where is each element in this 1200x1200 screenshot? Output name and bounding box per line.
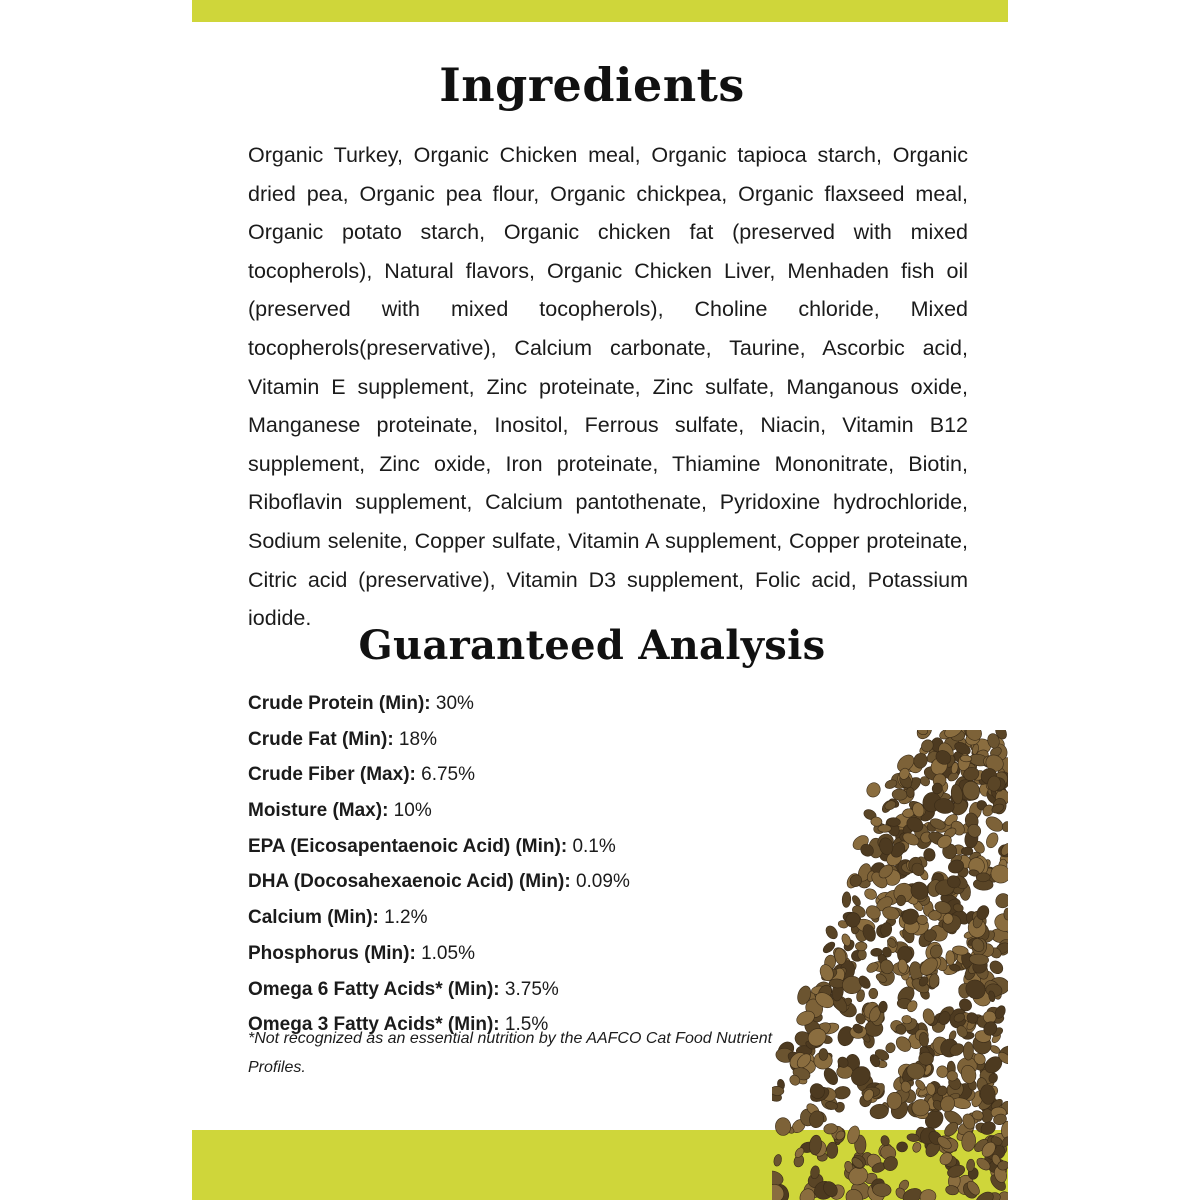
analysis-label: Omega 3 Fatty Acids* (Min): (248, 1014, 500, 1036)
kibble-pile-image (772, 730, 1008, 1200)
kibble-piece (963, 1042, 974, 1060)
analysis-row-dha (248, 864, 630, 900)
kibble-piece (919, 1052, 934, 1065)
kibble-piece (826, 1142, 838, 1159)
analysis-row-crude-fat (248, 722, 630, 758)
kibble-piece (878, 825, 891, 833)
analysis-label: Calcium (Min): (248, 907, 379, 929)
analysis-value: 30% (430, 693, 474, 714)
analysis-row-moisture (248, 793, 630, 829)
kibble-piece (984, 831, 1000, 850)
kibble-piece (887, 817, 901, 826)
analysis-row-calcium (248, 900, 630, 936)
kibble-piece (865, 781, 883, 800)
analysis-row-omega-6 (248, 972, 630, 1008)
guaranteed-analysis-list (248, 686, 630, 1043)
analysis-label: Crude Fat (Min): (248, 728, 394, 750)
analysis-value: 18% (393, 728, 437, 750)
ingredients-heading: Ingredients (439, 58, 745, 112)
kibble-piece (842, 892, 851, 908)
kibble-piece (912, 1141, 923, 1153)
guaranteed-analysis-heading: Guaranteed Analysis (358, 622, 826, 669)
analysis-label: Phosphorus (Min): (248, 942, 416, 964)
analysis-row-crude-protein (248, 686, 630, 722)
kibble-piece (824, 924, 840, 941)
analysis-value: 6.75% (415, 764, 476, 786)
top-accent-band (192, 0, 1008, 22)
analysis-label: Moisture (Max): (248, 800, 389, 822)
analysis-value: 0.09% (570, 871, 630, 893)
kibble-piece (961, 847, 973, 855)
analysis-value: 3.75% (499, 978, 559, 1000)
kibble-piece (896, 895, 905, 906)
analysis-value: 1.05% (415, 942, 475, 964)
kibble-piece (855, 942, 867, 951)
kibble-piece (993, 891, 1008, 911)
analysis-row-phosphorus (248, 936, 630, 972)
kibble-piece (869, 988, 878, 998)
analysis-label: DHA (Docosahexaenoic Acid) (Min): (248, 871, 571, 893)
kibble-piece (851, 894, 862, 907)
kibble-piece (919, 1188, 938, 1200)
kibble-piece (878, 1001, 887, 1013)
kibble-piece (983, 814, 1005, 835)
kibble-piece (775, 1117, 791, 1136)
analysis-label: Omega 6 Fatty Acids* (Min): (248, 978, 500, 1000)
analysis-label: Crude Fiber (Max): (248, 764, 416, 786)
analysis-label: Crude Protein (Min): (248, 693, 431, 714)
kibble-piece (896, 1141, 908, 1152)
analysis-label: EPA (Eicosapentaenoic Acid) (Min): (248, 835, 568, 857)
kibble-piece (819, 1048, 828, 1060)
label-panel (192, 0, 1008, 1200)
analysis-row-epa (248, 829, 630, 865)
analysis-value: 10% (388, 800, 432, 822)
analysis-row-crude-fiber (248, 757, 630, 793)
ingredients-list: Organic Turkey, Organic Chicken meal, Organic tapioca starch, Organic dried pea, Organic pea flour, Organic chickpea, Organic flaxseed meal, Organic potato starch, Organic chicken fat (preserved with mixed tocopherols), Natural flavors, Organic Chicken Liver, Menhaden fish oil (preserved with mixed tocopherols), Choline chloride, Mixed tocopherols(preservative), Calcium carbonate, Taurine, Ascorbic acid, Vitamin E supplement, Zinc proteinate, Zinc sulfate, Manganous oxide, Manganese proteinate, Inositol, Ferrous sulfate, Niacin, Vitamin B12 supplement, Zinc oxide, Iron proteinate, Thiamine Mononitrate, Biotin, Riboflavin supplement, Calcium pantothenate, Pyridoxine hydrochloride, Sodium selenite, Copper sulfate, Vitamin A supplement, Copper proteinate, Citric acid (preservative), Vitamin D3 supplement, Folic acid, Potassium iodide. (248, 143, 968, 631)
analysis-value: 0.1% (567, 835, 616, 857)
analysis-value: 1.2% (378, 907, 428, 929)
kibble-piece (773, 1154, 783, 1167)
kibble-piece (976, 873, 990, 882)
aafco-footnote: *Not recognized as an essential nutrition by the AAFCO Cat Food Nutrient Profiles. (248, 1030, 773, 1076)
analysis-value: 1.5% (499, 1014, 549, 1036)
